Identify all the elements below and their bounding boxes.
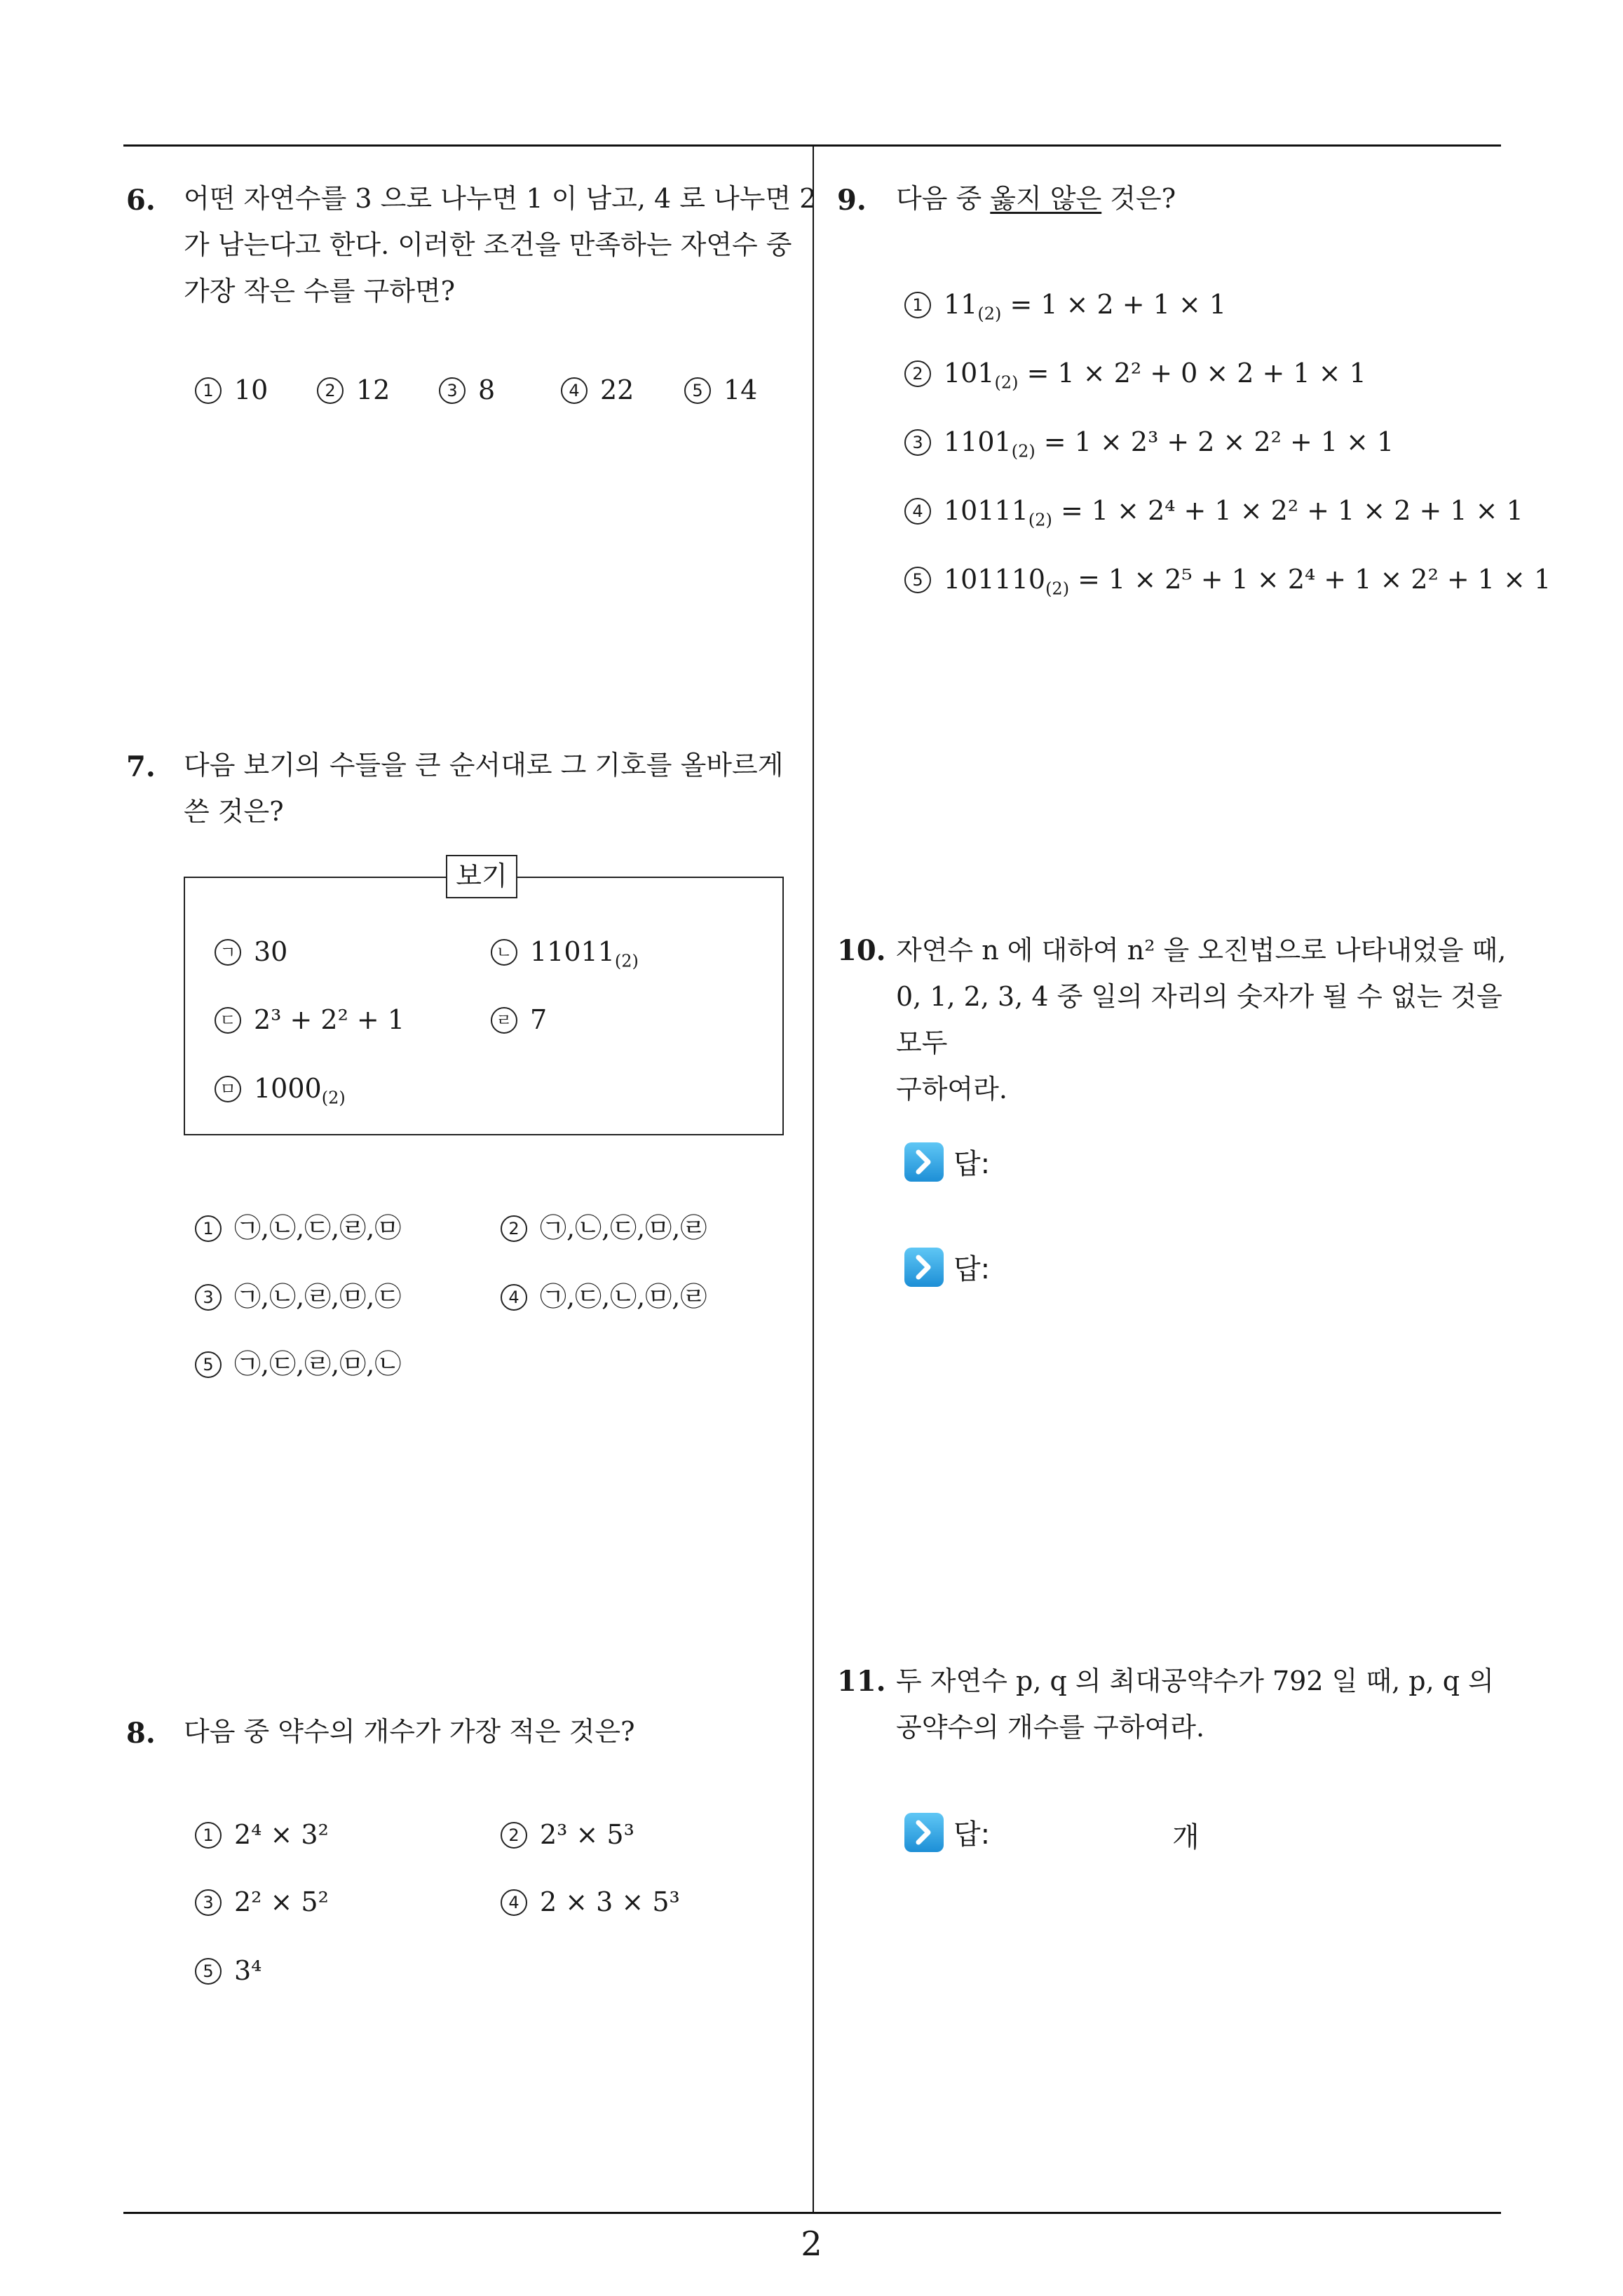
chevron-right-icon (904, 1142, 944, 1182)
item-text: 2³ + 2² + 1 (254, 1004, 405, 1035)
answer-field[interactable] (904, 1812, 990, 1851)
question-text-line: 두 자연수 p, q 의 최대공약수가 792 일 때, p, q 의 (896, 1666, 1494, 1696)
question-number: 10. (837, 934, 886, 967)
option-marker: 1 (195, 377, 222, 404)
column-divider (813, 144, 814, 2213)
option-marker: 2 (317, 377, 344, 404)
option-expression: = 1 × 2³ + 2 × 2² + 1 × 1 (1035, 426, 1394, 457)
option-3[interactable] (439, 374, 495, 405)
option-subscript: (2) (994, 372, 1019, 393)
option-marker: 1 (904, 292, 931, 318)
question-text-line: 쓴 것은? (184, 796, 284, 827)
item-subscript: (2) (321, 1088, 346, 1108)
option-text: 2³ × 5³ (540, 1819, 634, 1850)
question-text-emphasis: 옳지 않은 (990, 183, 1102, 214)
option-1[interactable] (195, 1206, 401, 1245)
chevron-right-icon (904, 1248, 944, 1287)
option-marker: 3 (904, 429, 931, 456)
box-item-a (215, 936, 287, 967)
option-2[interactable] (317, 374, 390, 405)
option-marker: 5 (684, 377, 711, 404)
option-2[interactable] (501, 1206, 707, 1245)
option-marker: 5 (904, 567, 931, 593)
question-text-line: 공약수의 개수를 구하여라. (896, 1712, 1205, 1743)
option-base: 11 (944, 289, 978, 320)
question-text-line: 가 남는다고 한다. 이러한 조건을 만족하는 자연수 중 (184, 229, 792, 260)
option-text: 2 × 3 × 5³ (540, 1886, 680, 1917)
option-expression: = 1 × 2⁵ + 1 × 2⁴ + 1 × 2² + 1 × 1 (1069, 564, 1551, 595)
option-text: 10 (234, 374, 269, 405)
option-1[interactable] (195, 1819, 329, 1850)
option-2[interactable] (904, 358, 1366, 393)
option-subscript: (2) (977, 304, 1002, 324)
option-1[interactable] (195, 374, 268, 405)
option-1[interactable] (904, 289, 1226, 324)
option-text: 14 (724, 374, 758, 405)
option-4[interactable] (501, 1275, 707, 1314)
option-text: ㉠,㉡,㉢,㉤,㉣ (540, 1213, 707, 1243)
question-number: 11. (837, 1665, 886, 1698)
option-marker: 4 (561, 377, 588, 404)
page-number: 2 (801, 2224, 822, 2264)
item-subscript: (2) (614, 951, 639, 971)
option-3[interactable] (904, 426, 1394, 461)
answer-field[interactable] (904, 1142, 990, 1181)
item-text: 1000 (254, 1073, 322, 1104)
option-subscript: (2) (1011, 441, 1035, 461)
question-text-line: 가장 작은 수를 구하면? (184, 276, 455, 306)
question-text-line: 구하여라. (896, 1074, 1007, 1105)
box-item-d (491, 1004, 547, 1035)
option-marker: 3 (195, 1889, 222, 1916)
option-base: 101 (944, 358, 995, 389)
item-text: 30 (254, 936, 288, 967)
option-marker: 5 (195, 1958, 222, 1985)
question-number: 8. (126, 1717, 156, 1750)
option-marker: 1 (195, 1215, 222, 1242)
option-text: 12 (356, 374, 391, 405)
item-text: 11011 (530, 936, 615, 967)
option-expression: = 1 × 2 + 1 × 1 (1001, 289, 1227, 320)
option-4[interactable] (904, 495, 1523, 530)
item-marker: ㄹ (491, 1007, 517, 1034)
answer-label: 답: (953, 1818, 991, 1851)
question-text (184, 742, 783, 835)
question-text-after: 것은? (1101, 183, 1176, 214)
option-5[interactable] (195, 1342, 401, 1381)
option-3[interactable] (195, 1886, 329, 1917)
option-base: 1101 (944, 426, 1012, 457)
option-text: ㉠,㉢,㉡,㉤,㉣ (540, 1281, 707, 1312)
question-text (184, 175, 816, 314)
option-marker: 2 (501, 1822, 527, 1849)
question-text (184, 1708, 634, 1755)
option-expression: = 1 × 2² + 0 × 2 + 1 × 1 (1018, 358, 1366, 389)
option-marker: 2 (501, 1215, 527, 1242)
option-marker: 4 (904, 498, 931, 525)
option-marker: 1 (195, 1822, 222, 1849)
question-number: 7. (126, 750, 156, 783)
option-text: ㉠,㉡,㉢,㉣,㉤ (234, 1213, 402, 1243)
question-number: 9. (837, 184, 867, 217)
item-marker: ㄷ (215, 1007, 241, 1034)
option-text: ㉠,㉢,㉣,㉤,㉡ (234, 1349, 402, 1379)
item-marker: ㅁ (215, 1076, 241, 1102)
option-marker: 2 (904, 360, 931, 387)
question-text-line: 어떤 자연수를 3 으로 나누면 1 이 남고, 4 로 나누면 2 (184, 183, 817, 214)
option-5[interactable] (195, 1955, 262, 1986)
option-3[interactable] (195, 1275, 401, 1314)
option-4[interactable] (501, 1886, 680, 1917)
question-number: 6. (126, 184, 156, 217)
answer-label: 답: (953, 1253, 991, 1285)
option-5[interactable] (684, 374, 757, 405)
answer-unit: 개 (1172, 1821, 1200, 1853)
item-marker: ㄱ (215, 939, 241, 966)
option-subscript: (2) (1045, 579, 1070, 599)
item-marker: ㄴ (491, 939, 517, 966)
question-text-line: 0, 1, 2, 3, 4 중 일의 자리의 숫자가 될 수 없는 것을 모두 (896, 981, 1502, 1058)
option-text: 8 (478, 374, 496, 405)
option-text: 2⁴ × 3² (234, 1819, 329, 1850)
box-item-e (215, 1073, 346, 1108)
example-box-label: 보기 (446, 855, 517, 898)
option-marker: 3 (439, 377, 466, 404)
option-text: ㉠,㉡,㉣,㉤,㉢ (234, 1281, 402, 1312)
option-text: 22 (600, 374, 634, 405)
option-5[interactable] (904, 564, 1551, 599)
option-marker: 3 (195, 1284, 222, 1311)
question-text (896, 927, 1513, 1112)
option-base: 10111 (944, 495, 1028, 526)
option-2[interactable] (501, 1819, 634, 1850)
option-subscript: (2) (1028, 510, 1052, 530)
item-text: 7 (530, 1004, 548, 1035)
box-item-c (215, 1004, 405, 1035)
option-4[interactable] (561, 374, 634, 405)
option-base: 101110 (944, 564, 1046, 595)
answer-field[interactable] (904, 1247, 990, 1286)
option-marker: 5 (195, 1351, 222, 1378)
box-item-b (491, 936, 639, 971)
question-text-before: 다음 중 (896, 183, 991, 214)
chevron-right-icon (904, 1813, 944, 1852)
option-marker: 4 (501, 1284, 527, 1311)
question-text-line: 자연수 n 에 대하여 n² 을 오진법으로 나타내었을 때, (896, 935, 1507, 966)
question-text (896, 1658, 1513, 1750)
question-text-line: 다음 중 약수의 개수가 가장 적은 것은? (184, 1716, 635, 1747)
option-text: 2² × 5² (234, 1886, 329, 1917)
option-text: 3⁴ (234, 1955, 262, 1986)
question-text-line: 다음 보기의 수들을 큰 순서대로 그 기호를 올바르게 (184, 750, 784, 781)
option-marker: 4 (501, 1889, 527, 1916)
answer-label: 답: (953, 1148, 991, 1180)
option-expression: = 1 × 2⁴ + 1 × 2² + 1 × 2 + 1 × 1 (1052, 495, 1523, 526)
question-text (896, 175, 1176, 222)
